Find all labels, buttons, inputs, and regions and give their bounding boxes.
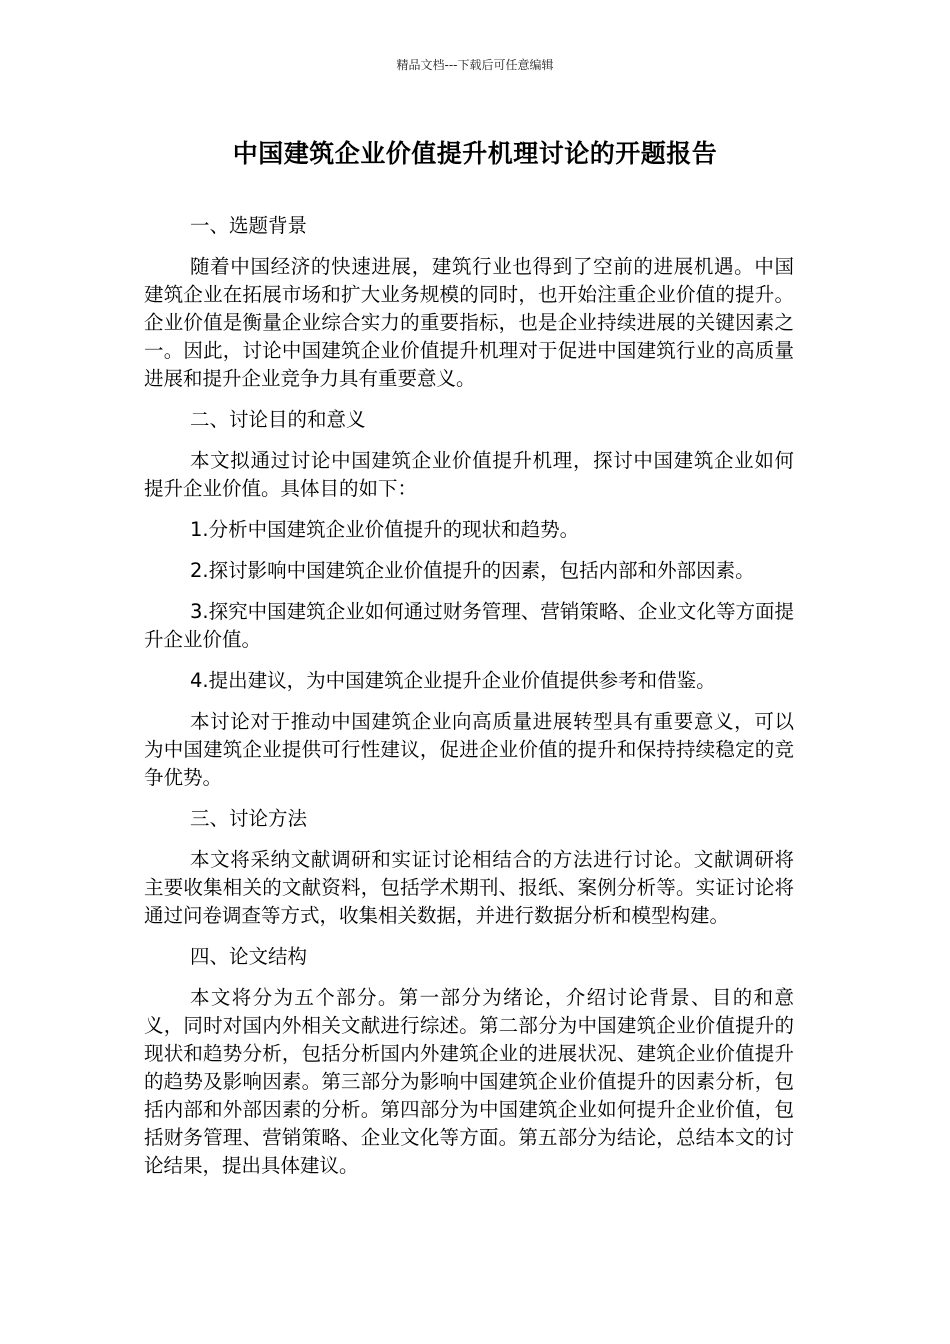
page-header: 精品文档---下载后可任意编辑 (396, 58, 554, 72)
document-body (144, 212, 794, 1193)
section-heading-method: 三、讨论方法 (190, 807, 308, 830)
purpose-list-item: 1.分析中国建筑企业价值提升的现状和趋势。 (190, 518, 580, 541)
document-title: 中国建筑企业价值提升机理讨论的开题报告 (232, 139, 718, 168)
significance-paragraph: 本讨论对于推动中国建筑企业向高质量进展转型具有重要意义，可以为中国建筑企业提供可行性建议，促进企业价值的提升和保持持续稳定的竞争优势。 (144, 710, 794, 789)
structure-paragraph: 本文将分为五个部分。第一部分为绪论，介绍讨论背景、目的和意义，同时对国内外相关文献进行综述。第二部分为中国建筑企业价值提升的现状和趋势分析，包括分析国内外建筑企业的进展状况、建筑企业价值提升的趋势及影响因素。第三部分为影响中国建筑企业价值提升的因素分析，包括内部和外部因素的分析。第四部分为中国建筑企业如何提升企业价值，包括财务管理、营销策略、企业文化等方面。第五部分为结论，总结本文的讨论结果，提出具体建议。 (144, 986, 794, 1177)
section-heading-structure: 四、论文结构 (190, 945, 308, 968)
purpose-list-item: 4.提出建议，为中国建筑企业提升企业价值提供参考和借鉴。 (190, 669, 716, 692)
purpose-list-item: 2.探讨影响中国建筑企业价值提升的因素，包括内部和外部因素。 (190, 559, 755, 582)
background-paragraph: 随着中国经济的快速进展，建筑行业也得到了空前的进展机遇。中国建筑企业在拓展市场和扩大业务规模的同时，也开始注重企业价值的提升。企业价值是衡量企业综合实力的重要指标，也是企业持续进展的关键因素之一。因此，讨论中国建筑企业价值提升机理对于促进中国建筑行业的高质量进展和提升企业竞争力具有重要意义。 (144, 255, 794, 390)
purpose-list-item: 3.探究中国建筑企业如何通过财务管理、营销策略、企业文化等方面提升企业价值。 (144, 600, 794, 651)
section-heading-background: 一、选题背景 (190, 214, 308, 237)
section-heading-purpose: 二、讨论目的和意义 (190, 408, 366, 431)
method-paragraph: 本文将采纳文献调研和实证讨论相结合的方法进行讨论。文献调研将主要收集相关的文献资料，包括学术期刊、报纸、案例分析等。实证讨论将通过问卷调查等方式，收集相关数据，并进行数据分析和模型构建。 (144, 848, 794, 927)
purpose-paragraph: 本文拟通过讨论中国建筑企业价值提升机理，探讨中国建筑企业如何提升企业价值。具体目的如下： (144, 449, 794, 500)
